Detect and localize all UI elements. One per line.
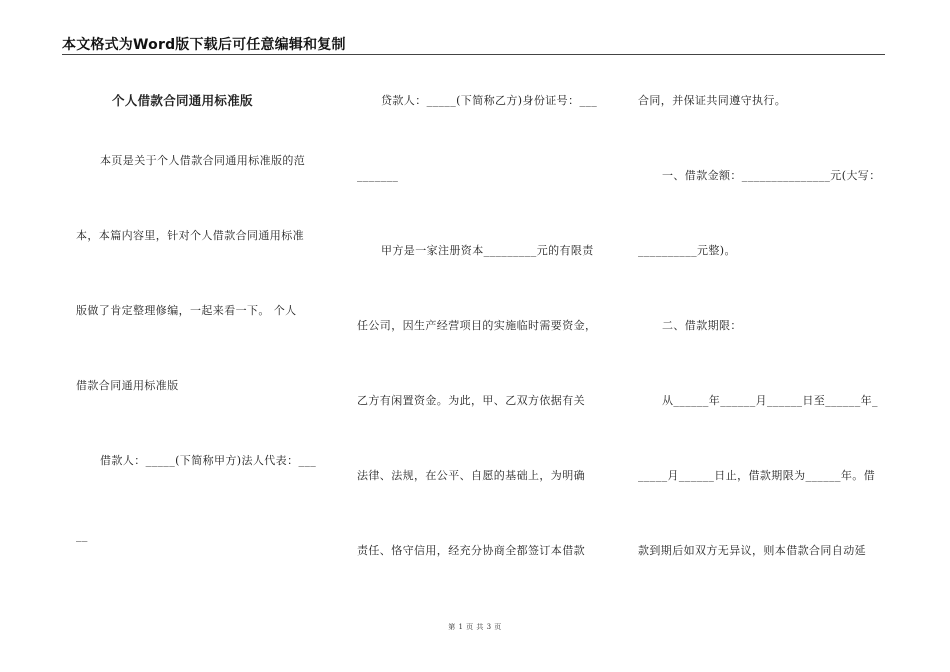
body-text-line: 法律、法规，在公平、自愿的基础上，为明确 [357,469,585,482]
body-text-line: 款到期后如双方无异议，则本借款合同自动延 [638,544,866,557]
body-text-line: __________元整)。 [638,244,736,257]
body-text-line: 贷款人：_____(下简称乙方)身份证号：___ [381,94,598,107]
body-text-line: 本，本篇内容里，针对个人借款合同通用标准 [76,229,304,242]
body-text-line: 合同，并保证共同遵守执行。 [638,94,787,107]
body-text-line: 借款合同通用标准版 [76,379,179,392]
body-text-line: 甲方是一家注册资本_________元的有限责 [381,244,594,257]
text-column-3 [638,0,888,672]
body-text-line: _______ [357,169,399,182]
body-text-line: 任公司，因生产经营项目的实施临时需要资金， [357,319,597,332]
body-text-line: 责任、恪守信用，经充分协商全都签订本借款 [357,544,585,557]
page-number-footer: 第 1 页 共 3 页 [448,623,502,631]
text-column-2 [357,0,607,672]
document-title: 个人借款合同通用标准版 [112,93,253,108]
body-text-line: __ [76,529,88,542]
document-header: 本文格式为Word版下载后可任意编辑和复制 [62,37,346,53]
body-text-line: 二、借款期限： [662,319,742,332]
body-text-line: 借款人：_____(下简称甲方)法人代表：___ [100,454,317,467]
body-text-line: _____月______日止，借款期限为______年。借 [638,469,876,482]
body-text-line: 从______年______月______日至______年_ [662,394,878,407]
body-text-line: 版做了肯定整理修编，一起来看一下。 个人 [76,304,297,317]
body-text-line: 一、借款金额：_______________元(大写： [662,169,881,182]
text-column-1 [76,0,326,672]
body-text-line: 乙方有闲置资金。为此，甲、乙双方依据有关 [357,394,585,407]
body-text-line: 本页是关于个人借款合同通用标准版的范 [100,154,306,167]
